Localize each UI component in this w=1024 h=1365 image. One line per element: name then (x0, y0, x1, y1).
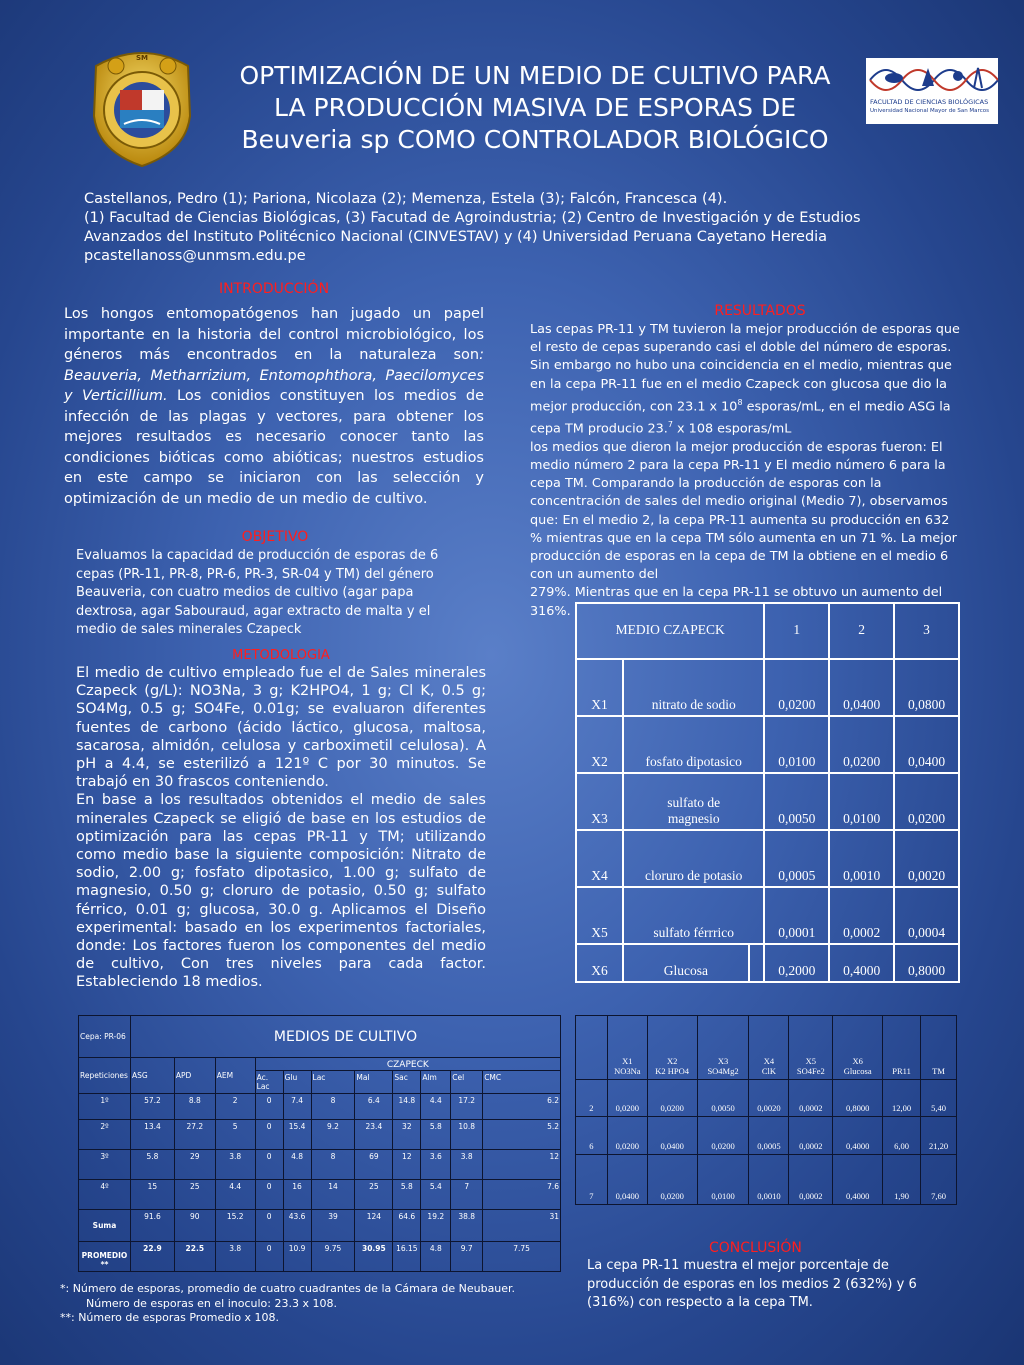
czapeck-row (576, 830, 959, 887)
medios-cell: 69 (355, 1150, 393, 1180)
optim-header (697, 1016, 749, 1080)
optim-cell: 0,0010 (749, 1155, 789, 1205)
footnotes (60, 1282, 580, 1326)
czapeck-cell: 0,0100 (829, 773, 894, 830)
medios-cell: 4.8 (421, 1242, 451, 1272)
czapeck-cell: 0,0001 (764, 887, 829, 944)
optim-cell: 0,0002 (789, 1155, 833, 1205)
optim-header-top: X6 (852, 1056, 863, 1066)
optim-cell: 0,0020 (749, 1080, 789, 1117)
footnote-1: *: Número de esporas, promedio de cuatro cuadrantes de la Cámara de Neubauer. (60, 1282, 516, 1295)
optim-row (576, 1117, 957, 1155)
optim-medio: 6 (576, 1117, 608, 1155)
optim-cell: 21,20 (921, 1117, 957, 1155)
czapeck-cell: 0,0200 (764, 659, 829, 716)
medios-col-header: APD (174, 1058, 215, 1094)
medios-row-label: 1º (79, 1094, 131, 1120)
optim-cell: 0,0100 (697, 1155, 749, 1205)
medios-cell: 15.2 (215, 1210, 255, 1242)
optim-header-row (576, 1016, 957, 1080)
medios-col-header: Lac (311, 1071, 355, 1094)
medios-cell: 14 (311, 1180, 355, 1210)
medios-cell: 5.8 (421, 1120, 451, 1150)
medios-col-header: Glu (283, 1071, 311, 1094)
resultados-p1-b: esporas/mL, en el medio ASG la cepa TM producio 23. (530, 399, 951, 437)
medios-cell: 27.2 (174, 1120, 215, 1150)
optim-header-top: X5 (805, 1056, 817, 1066)
authors-names: Castellanos, Pedro (1); Pariona, Nicolaza (2); Memenza, Estela (3); Falcón, Francesca (4). (84, 191, 728, 207)
optim-cell: 0,0200 (607, 1080, 647, 1117)
medios-cell: 12 (393, 1150, 421, 1180)
medios-row (79, 1120, 561, 1150)
optim-cell: 0,0200 (647, 1155, 697, 1205)
optim-cell: 0,0002 (789, 1117, 833, 1155)
medios-cepa-label: Cepa: PR-06 (79, 1016, 131, 1058)
intro-text (64, 304, 484, 509)
optim-header-bottom: NO3Na (614, 1066, 641, 1076)
czapeck-row-id: X6 (576, 944, 623, 982)
medios-cell: 30.95 (355, 1242, 393, 1272)
czapeck-row-name: Glucosa (623, 944, 749, 982)
medios-cell: 0 (255, 1120, 283, 1150)
czapeck-table (575, 602, 960, 983)
czapeck-cell: 0,0400 (829, 659, 894, 716)
medios-cell: 22.9 (130, 1242, 174, 1272)
optim-medio: 2 (576, 1080, 608, 1117)
medios-cell: 4.4 (421, 1094, 451, 1120)
medios-cell: 7 (451, 1180, 483, 1210)
optim-medio: 7 (576, 1155, 608, 1205)
optim-header-top: X1 (622, 1056, 633, 1066)
czapeck-row (576, 659, 959, 716)
czapeck-row (576, 773, 959, 830)
resultados-sup-2: 7 (667, 420, 673, 430)
optim-header-bottom: PR11 (892, 1066, 911, 1076)
medios-cell: 0 (255, 1242, 283, 1272)
medios-cell: 23.4 (355, 1120, 393, 1150)
medios-cell: 15 (130, 1180, 174, 1210)
medios-cell: 5.4 (421, 1180, 451, 1210)
optim-row (576, 1155, 957, 1205)
medios-cell: 15.4 (283, 1120, 311, 1150)
optim-row (576, 1080, 957, 1117)
conclusion-heading: CONCLUSIÓN (709, 1240, 802, 1256)
optim-header (647, 1016, 697, 1080)
czapeck-row-name: fosfato dipotasico (623, 716, 764, 773)
intro-text-a: Los hongos entomopatógenos han jugado un papel importante en la historia del control microbiológico, los géneros más encontrados en la naturaleza son (64, 306, 484, 363)
medios-title-row (79, 1016, 561, 1058)
medios-cell: 5.8 (130, 1150, 174, 1180)
optim-header-bottom: TM (932, 1066, 945, 1076)
czapeck-cell: 0,4000 (829, 944, 894, 982)
optim-header-bottom: Glucosa (843, 1066, 872, 1076)
authors-affiliation-2: Avanzados del Instituto Politécnico Nacional (CINVESTAV) y (4) Universidad Peruana Cayetano Heredia (84, 229, 828, 245)
czapeck-cell: 0,8000 (894, 944, 959, 982)
title-line-2: LA PRODUCCIÓN MASIVA DE ESPORAS DE (273, 93, 797, 122)
czapeck-header-row (576, 603, 959, 659)
optim-cell: 0,0400 (647, 1117, 697, 1155)
medios-row-label: 2º (79, 1120, 131, 1150)
optim-cell: 0,4000 (833, 1155, 883, 1205)
medios-cell: 7.6 (483, 1180, 561, 1210)
medios-cell: 9.7 (451, 1242, 483, 1272)
faculty-logo-line-2: Universidad Nacional Mayor de San Marcos (870, 108, 989, 114)
medios-cell: 25 (355, 1180, 393, 1210)
optim-header-top: X2 (666, 1056, 678, 1066)
medios-cell: 3.8 (451, 1150, 483, 1180)
medios-cell: 16 (283, 1180, 311, 1210)
optim-header (833, 1016, 883, 1080)
medios-cell: 7.4 (283, 1094, 311, 1120)
medios-col-header: CMC (483, 1071, 561, 1094)
optim-header (749, 1016, 789, 1080)
footnote-3: **: Número de esporas Promedio x 108. (60, 1311, 280, 1324)
medios-cell: 29 (174, 1150, 215, 1180)
optim-header (921, 1016, 957, 1080)
optim-cell: 0,0200 (697, 1117, 749, 1155)
medios-cell: 6.2 (483, 1094, 561, 1120)
resultados-p1-c: x 108 esporas/mL (672, 421, 792, 437)
czapeck-empty-cell (749, 944, 765, 982)
metodologia-heading: METODOLOGIA (232, 648, 330, 663)
medios-col-header: Mal (355, 1071, 393, 1094)
medios-cell: 0 (255, 1210, 283, 1242)
medios-cell: 10.9 (283, 1242, 311, 1272)
czapeck-cell: 0,0200 (829, 716, 894, 773)
czapeck-row-name: sulfato férrrico (623, 887, 764, 944)
medios-row-label: Suma (79, 1210, 131, 1242)
medios-cell: 17.2 (451, 1094, 483, 1120)
resultados-sup-1: 8 (737, 397, 743, 407)
medios-cell: 3.8 (215, 1150, 255, 1180)
czapeck-cell: 0,2000 (764, 944, 829, 982)
resultados-p1 (530, 321, 960, 439)
resultados-p3: 279%. Mientras que en la cepa PR-11 se obtuvo un aumento del 316%. (530, 585, 943, 619)
czapeck-row-id: X2 (576, 716, 623, 773)
medios-cell: 3.6 (421, 1150, 451, 1180)
intro-text-italic: : Beauveria, Metharrizium, Entomophthora, Paecilomyces y Verticillium. (64, 347, 484, 404)
optim-cell: 1,90 (883, 1155, 921, 1205)
optim-header-top: X3 (717, 1056, 729, 1066)
optim-cell: 5,40 (921, 1080, 957, 1117)
medios-cell: 4.8 (283, 1150, 311, 1180)
medios-cell: 9.75 (311, 1242, 355, 1272)
medios-col-header: Ac. Lac (255, 1071, 283, 1094)
czapeck-row-name: cloruro de potasio (623, 830, 764, 887)
author-email[interactable]: pcastellanoss@unmsm.edu.pe (84, 248, 306, 264)
medios-cell: 5 (215, 1120, 255, 1150)
medios-col-header: Cel (451, 1071, 483, 1094)
medios-sum-row (79, 1210, 561, 1242)
optim-cell: 0,0005 (749, 1117, 789, 1155)
medios-cell: 32 (393, 1120, 421, 1150)
medios-cell: 8.8 (174, 1094, 215, 1120)
medios-cell: 22.5 (174, 1242, 215, 1272)
medios-col-header: AEM (215, 1058, 255, 1094)
optim-cell: 0,0050 (697, 1080, 749, 1117)
optim-header-top: X4 (763, 1056, 775, 1066)
medios-cell: 12 (483, 1150, 561, 1180)
medios-cell: 90 (174, 1210, 215, 1242)
optim-header-bottom: ClK (761, 1066, 776, 1076)
czapeck-row-id: X1 (576, 659, 623, 716)
intro-heading: INTRODUCCIÓN (218, 281, 330, 297)
optim-cell: 0,8000 (833, 1080, 883, 1117)
optim-header-bottom: K2 HPO4 (655, 1066, 690, 1076)
medios-cell: 0 (255, 1094, 283, 1120)
optimization-table (575, 1015, 957, 1205)
czapeck-header-level-3: 3 (894, 603, 959, 659)
resultados-text (530, 321, 960, 621)
czapeck-cell: 0,0800 (894, 659, 959, 716)
medios-rep-label: Repeticiones (79, 1058, 131, 1094)
czapeck-cell: 0,0050 (764, 773, 829, 830)
medios-cell: 0 (255, 1180, 283, 1210)
optim-corner-cell (576, 1016, 608, 1080)
faculty-logo (866, 58, 998, 124)
metodologia-text (76, 664, 486, 992)
optim-cell: 0,0200 (647, 1080, 697, 1117)
medios-cell: 91.6 (130, 1210, 174, 1242)
czapeck-cell: 0,0005 (764, 830, 829, 887)
optim-header (607, 1016, 647, 1080)
medios-cell: 8 (311, 1094, 355, 1120)
medios-col-header: ASG (130, 1058, 174, 1094)
czapeck-cell: 0,0004 (894, 887, 959, 944)
resultados-p1-a: Las cepas PR-11 y TM tuvieron la mejor producción de esporas que el resto de cepas superando casi el doble del número de esporas. Sin embargo no hubo una coincidencia en el medio, mientras que en la cepa PR-11 fue en el medio Czapeck con glucosa que dio la mejor producción, con 23.1 x 10 (530, 322, 960, 415)
medios-czapeck-label: CZAPECK (255, 1058, 560, 1071)
optim-cell: 6,00 (883, 1117, 921, 1155)
medios-cell: 43.6 (283, 1210, 311, 1242)
czapeck-row (576, 944, 959, 982)
optim-header-bottom: SO4Mg2 (707, 1066, 739, 1076)
optim-cell: 0,4000 (833, 1117, 883, 1155)
objetivo-heading: OBJETIVO (241, 529, 309, 545)
medios-cell: 10.8 (451, 1120, 483, 1150)
czapeck-header-level-1: 1 (764, 603, 829, 659)
czapeck-cell: 0,0400 (894, 716, 959, 773)
czapeck-row-name: sulfato de magnesio (623, 773, 764, 830)
czapeck-row-name: nitrato de sodio (623, 659, 764, 716)
czapeck-row-id: X4 (576, 830, 623, 887)
optim-cell: 12,00 (883, 1080, 921, 1117)
objetivo-text: Evaluamos la capacidad de producción de esporas de 6 cepas (PR-11, PR-8, PR-6, PR-3, SR-04 y TM) del género Beauveria, con cuatro medios de cultivo (agar papa dextrosa, agar Sabouraud, agar extracto de malta y el medio de sales minerales Czapeck (76, 548, 439, 637)
medios-cell: 13.4 (130, 1120, 174, 1150)
university-shield-logo (86, 46, 198, 168)
medios-col-header: Sac (393, 1071, 421, 1094)
medios-row (79, 1094, 561, 1120)
optim-cell: 0,0400 (607, 1155, 647, 1205)
czapeck-cell: 0,0100 (764, 716, 829, 773)
medios-cell: 39 (311, 1210, 355, 1242)
medios-cell: 3.8 (215, 1242, 255, 1272)
medios-cell: 8 (311, 1150, 355, 1180)
conclusion-text: La cepa PR-11 muestra el mejor porcentaje de producción de esporas en los medios 2 (632%) y 6 (316%) con respecto a la cepa TM. (587, 1258, 917, 1310)
authors-block (84, 190, 944, 266)
medios-promedio-row (79, 1242, 561, 1272)
medios-cell: 64.6 (393, 1210, 421, 1242)
medios-row-label: 4º (79, 1180, 131, 1210)
svg-text:SM: SM (135, 54, 149, 62)
medios-cell: 19.2 (421, 1210, 451, 1242)
faculty-logo-line-1: FACULTAD DE CIENCIAS BIOLÓGICAS (870, 98, 989, 106)
metodologia-text-b: En base a los resultados obtenidos el medio de sales minerales Czapeck se eligió de base en los estudios de optimización para las cepas PR-11 y TM; utilizando como medio base la siguiente composición: Nitrato de sodio, 2.00 g; fosfato dipotasico, 1.00 g; sulfato de magnesio, 0.50 g; cloruro de potasio, 0.50 g; sulfato férrico, 0.01 g; glucosa, 30.0 g. Aplicamos el Diseño experimental: basado en los experimentos factoriales, donde: Los factores fueron los componentes del medio de cultivo, Con tres niveles para cada factor. Estableciendo 18 medios. (76, 792, 486, 991)
title-line-3: Beuveria sp COMO CONTROLADOR BIOLÓGICO (241, 125, 829, 154)
medios-header-row (79, 1058, 561, 1071)
poster-title (200, 60, 870, 156)
medios-cell: 2 (215, 1094, 255, 1120)
medios-row-label: 3º (79, 1150, 131, 1180)
czapeck-header-level-2: 2 (829, 603, 894, 659)
czapeck-row (576, 887, 959, 944)
optim-header (789, 1016, 833, 1080)
optim-cell: 0,0200 (607, 1117, 647, 1155)
medios-cell: 16.15 (393, 1242, 421, 1272)
medios-row (79, 1150, 561, 1180)
medios-row (79, 1180, 561, 1210)
medios-row-label: PROMEDIO ** (79, 1242, 131, 1272)
medios-cell: 0 (255, 1150, 283, 1180)
medios-cell: 5.8 (393, 1180, 421, 1210)
medios-cell: 38.8 (451, 1210, 483, 1242)
czapeck-cell: 0,0002 (829, 887, 894, 944)
optim-cell: 7,60 (921, 1155, 957, 1205)
metodologia-text-a: El medio de cultivo empleado fue el de Sales minerales Czapeck (g/L): NO3Na, 3 g; K2HPO4, 1 g; Cl K, 0.5 g; SO4Mg, 0.5 g; SO4Fe, 0.01g; se evaluaron diferentes fuentes de carbono (ácido láctico, glucosa, maltosa, sacarosa, almidón, celulosa y carboximetil celulosa). A pH a 4.4, se esterilizó a 121º C por 30 minutos. Se trabajó en 30 frascos conteniendo. (76, 665, 486, 791)
medios-cell: 57.2 (130, 1094, 174, 1120)
czapeck-cell: 0,0020 (894, 830, 959, 887)
medios-table (78, 1015, 561, 1272)
medios-cell: 7.75 (483, 1242, 561, 1272)
optim-header-bottom: SO4Fe2 (796, 1066, 825, 1076)
optim-cell: 0,0002 (789, 1080, 833, 1117)
title-line-1: OPTIMIZACIÓN DE UN MEDIO DE CULTIVO PARA (239, 61, 831, 90)
medios-cell: 31 (483, 1210, 561, 1242)
medios-cell: 9.2 (311, 1120, 355, 1150)
medios-cell: 5.2 (483, 1120, 561, 1150)
authors-affiliation-1: (1) Facultad de Ciencias Biológicas, (3) Facutad de Agroindustria; (2) Centro de Investigación y de Estudios (84, 210, 861, 226)
medios-cell: 14.8 (393, 1094, 421, 1120)
medios-cell: 6.4 (355, 1094, 393, 1120)
czapeck-row (576, 716, 959, 773)
resultados-heading: RESULTADOS (714, 303, 806, 319)
intro-text-b: Los conidios constituyen los medios de infección de las plagas y vectores, para obtener los mejores resultados es necesario conocer tanto las condiciones bióticas como abióticas; nuestros estudios en este campo se iniciaron con las selección y optimización de un medio de un medio de cultivo. (64, 388, 484, 507)
medios-col-header: Alm (421, 1071, 451, 1094)
medios-title: MEDIOS DE CULTIVO (130, 1016, 560, 1058)
footnote-2: Número de esporas en el inoculo: 23.3 x 108. (86, 1296, 337, 1310)
medios-cell: 25 (174, 1180, 215, 1210)
czapeck-row-id: X3 (576, 773, 623, 830)
medios-cell: 124 (355, 1210, 393, 1242)
optim-header (883, 1016, 921, 1080)
czapeck-cell: 0,0200 (894, 773, 959, 830)
medios-cell: 4.4 (215, 1180, 255, 1210)
czapeck-header-label: MEDIO CZAPECK (576, 603, 764, 659)
czapeck-row-id: X5 (576, 887, 623, 944)
czapeck-cell: 0,0010 (829, 830, 894, 887)
resultados-p2: los medios que dieron la mejor producción de esporas fueron: El medio número 2 para la cepa PR-11 y El medio número 6 para la cepa TM. Comparando la producción de esporas con la concentración de sales del medio original (Medio 7), observamos que: En el medio 2, la cepa PR-11 aumenta su producción en 632 % mientras que en la cepa TM sólo aumenta en un 71 %. La mejor producción de esporas en la cepa de TM la obtiene en el medio 6 con un aumento del (530, 439, 957, 583)
